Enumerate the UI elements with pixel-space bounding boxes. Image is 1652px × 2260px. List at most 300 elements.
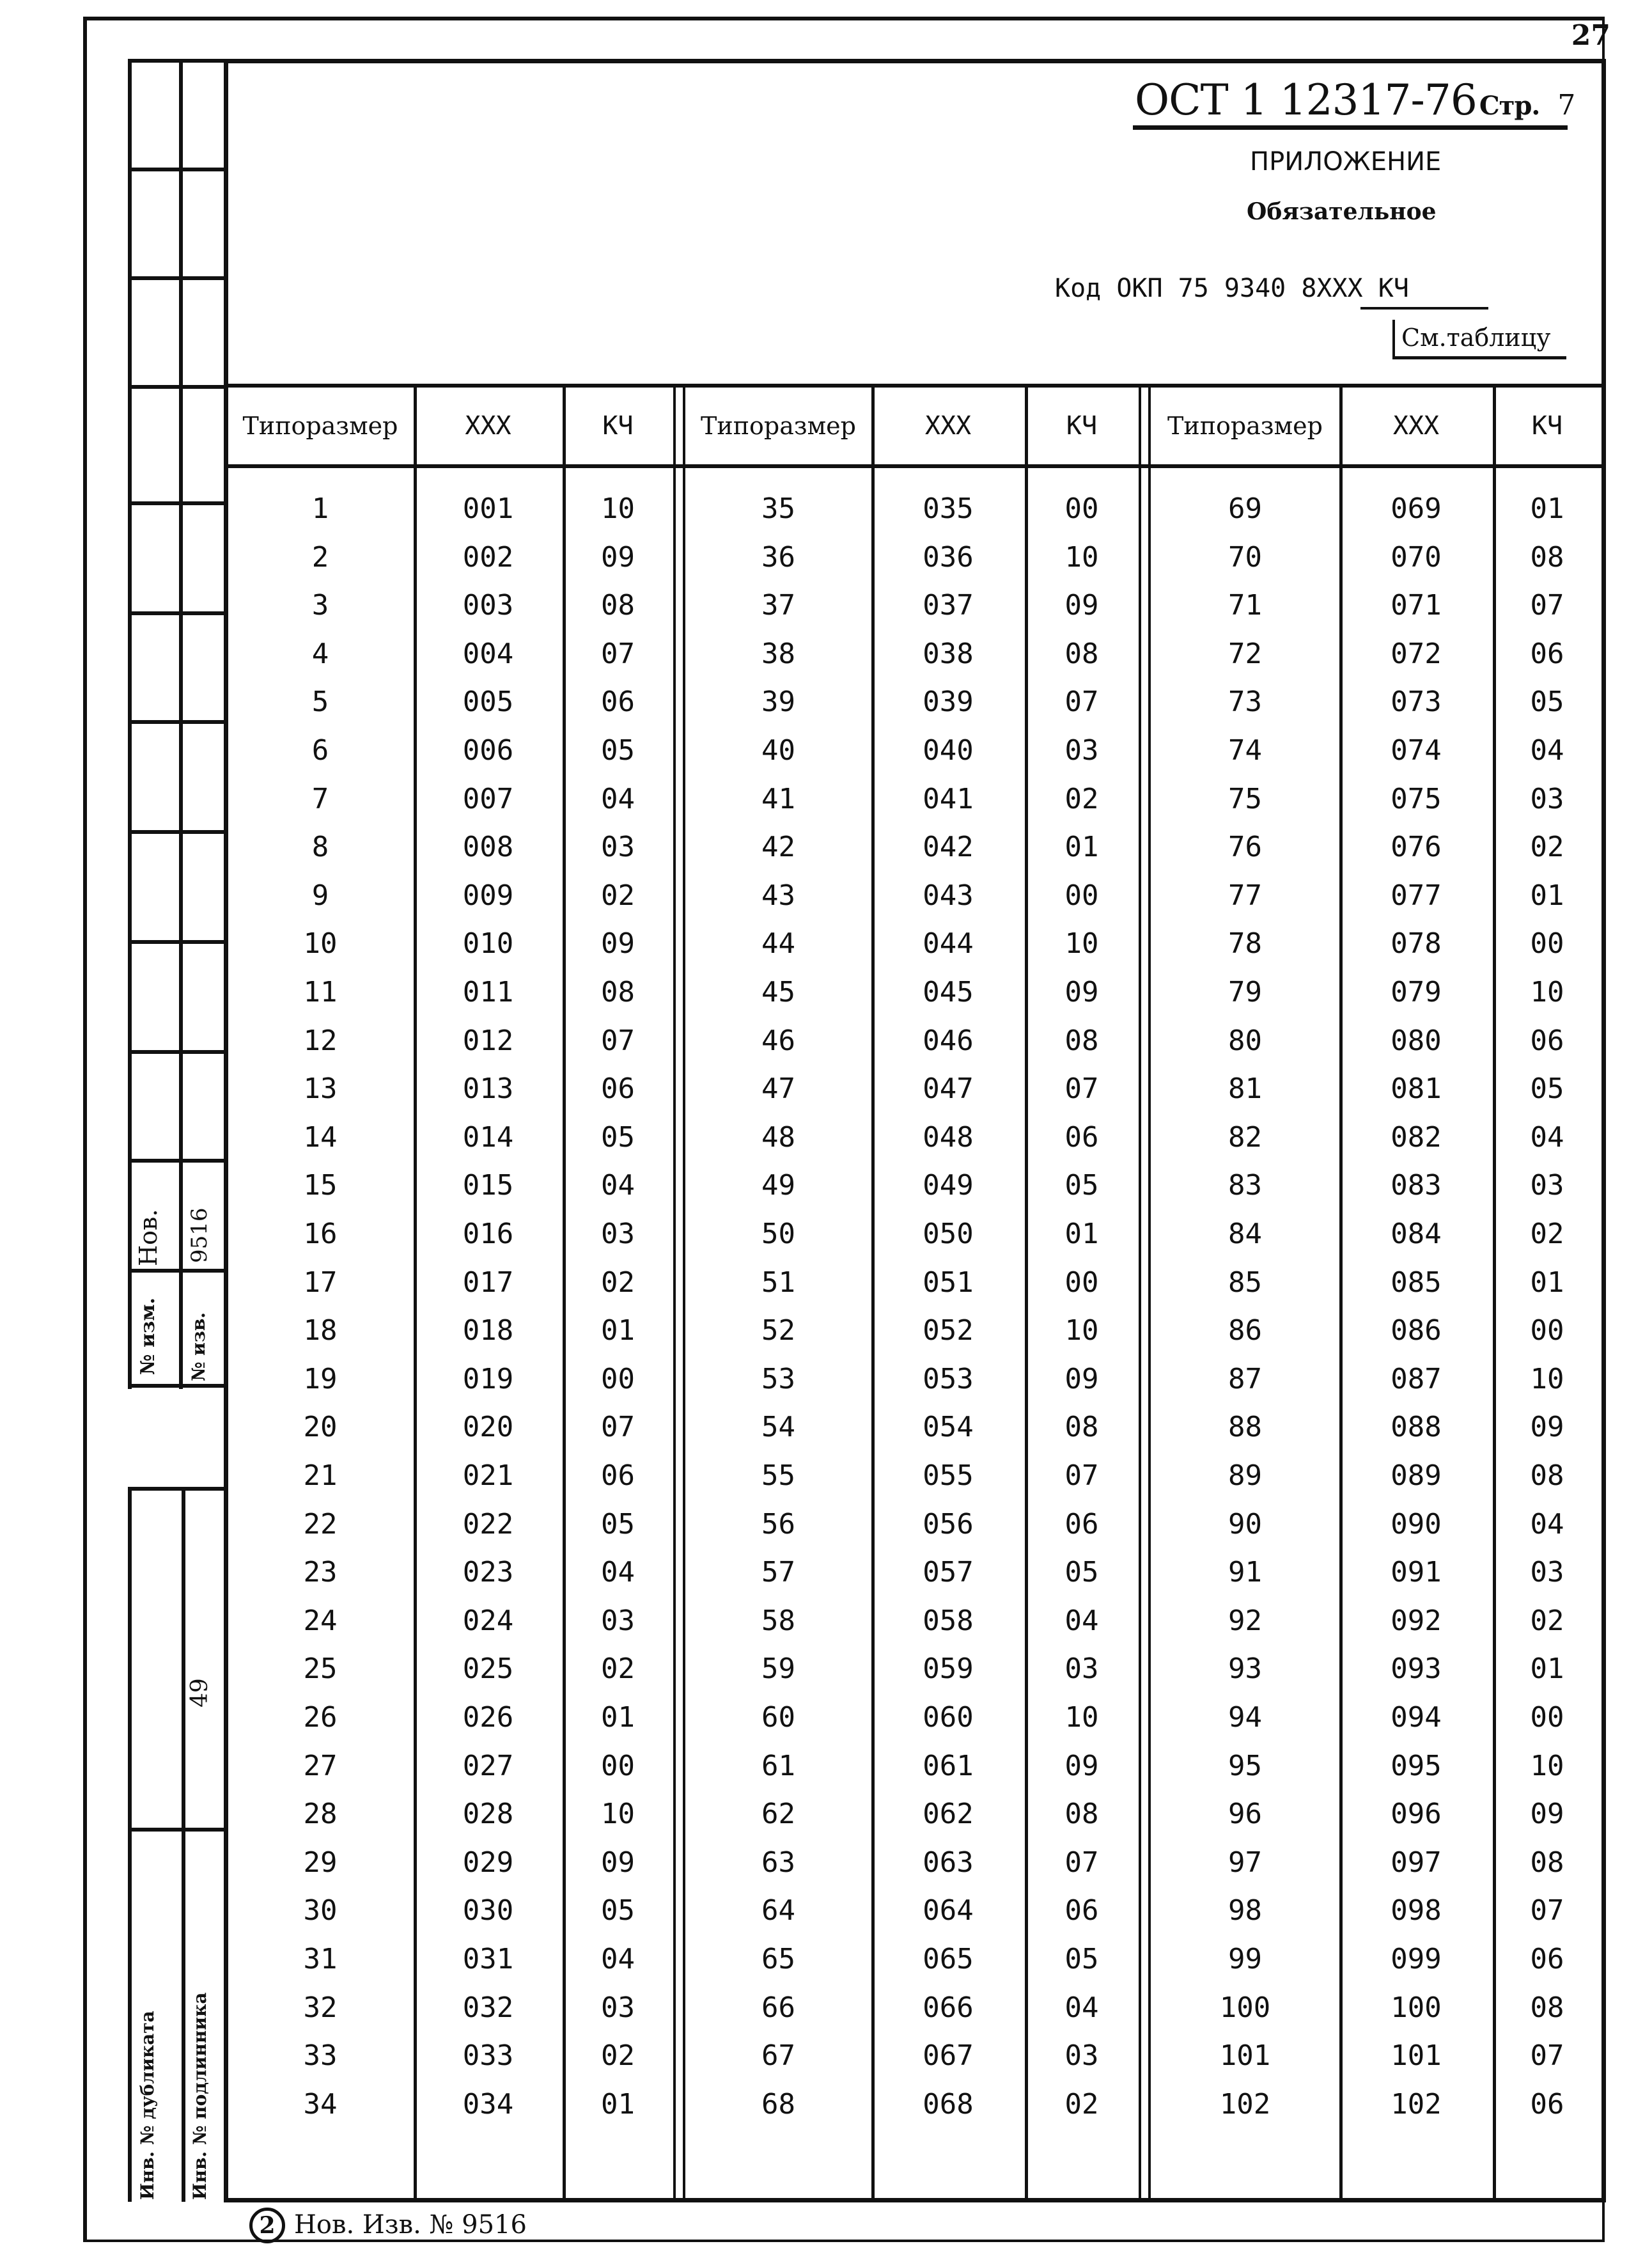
stamp-line xyxy=(128,1487,224,1491)
cell-kch-code: 01 xyxy=(601,1314,635,1347)
cell-size: 51 xyxy=(761,1266,795,1299)
cell-kch-code: 06 xyxy=(601,686,635,719)
cell-kch-code: 00 xyxy=(601,1362,635,1395)
cell-size: 48 xyxy=(761,1120,795,1154)
cell-kch-code: 06 xyxy=(1530,1943,1564,1975)
cell-xxx-code: 024 xyxy=(462,1604,514,1637)
cell-size: 74 xyxy=(1228,734,1262,767)
cell-xxx-code: 092 xyxy=(1391,1604,1442,1637)
cell-kch-code: 09 xyxy=(1064,1362,1099,1395)
cell-size: 49 xyxy=(761,1169,795,1202)
cell-size: 27 xyxy=(303,1749,338,1782)
cell-xxx-code: 028 xyxy=(462,1798,514,1831)
cell-size: 101 xyxy=(1219,2039,1271,2073)
cell-xxx-code: 062 xyxy=(923,1798,974,1831)
cell-size: 19 xyxy=(303,1362,338,1395)
cell-xxx-code: 009 xyxy=(462,879,514,912)
cell-xxx-code: 100 xyxy=(1391,1991,1442,2024)
cell-kch-code: 03 xyxy=(1064,734,1099,767)
cell-size: 12 xyxy=(303,1024,338,1057)
cell-kch-code: 09 xyxy=(601,927,635,961)
cell-size: 89 xyxy=(1228,1459,1262,1492)
stamp-new-label: Нов. xyxy=(134,1209,162,1266)
cell-size: 84 xyxy=(1228,1218,1262,1250)
cell-kch-code: 08 xyxy=(1530,1991,1564,2024)
cell-kch-code: 10 xyxy=(1064,540,1099,574)
cell-kch-code: 04 xyxy=(1530,1507,1564,1541)
cell-xxx-code: 072 xyxy=(1391,637,1442,670)
stamp-line xyxy=(128,59,132,1389)
cell-size: 24 xyxy=(303,1604,338,1637)
cell-xxx-code: 042 xyxy=(923,831,974,864)
cell-size: 9 xyxy=(311,879,329,912)
cell-xxx-code: 082 xyxy=(1391,1120,1442,1154)
cell-xxx-code: 004 xyxy=(462,637,514,670)
cell-xxx-code: 008 xyxy=(462,831,514,864)
stamp-duplicate-inv-label: Инв. № дубликата xyxy=(137,2011,158,2200)
cell-size: 20 xyxy=(303,1411,338,1444)
cell-kch-code: 01 xyxy=(1530,1652,1564,1686)
cell-kch-code: 07 xyxy=(1064,686,1099,719)
cell-size: 3 xyxy=(311,589,329,622)
stamp-line xyxy=(128,940,224,944)
cell-kch-code: 02 xyxy=(1530,1218,1564,1250)
stamp-line xyxy=(128,1487,132,2202)
cell-xxx-code: 054 xyxy=(923,1411,974,1444)
cell-xxx-code: 090 xyxy=(1391,1507,1442,1541)
cell-size: 18 xyxy=(303,1314,338,1347)
cell-xxx-code: 051 xyxy=(923,1266,974,1299)
cell-xxx-code: 070 xyxy=(1391,540,1442,574)
see-table-text: См.таблицу xyxy=(1401,324,1551,352)
cell-size: 62 xyxy=(761,1798,795,1831)
cell-size: 91 xyxy=(1228,1556,1262,1589)
cell-size: 46 xyxy=(761,1024,795,1057)
cell-xxx-code: 064 xyxy=(923,1894,974,1927)
cell-kch-code: 05 xyxy=(1064,1169,1099,1202)
cell-size: 76 xyxy=(1228,831,1262,864)
cell-xxx-code: 013 xyxy=(462,1072,514,1106)
cell-size: 81 xyxy=(1228,1072,1262,1106)
cell-kch-code: 09 xyxy=(1064,1749,1099,1782)
cell-kch-code: 08 xyxy=(1530,1459,1564,1492)
cell-kch-code: 10 xyxy=(1530,1749,1564,1782)
cell-kch-code: 04 xyxy=(601,1169,635,1202)
cell-xxx-code: 065 xyxy=(923,1943,974,1975)
see-table-note xyxy=(1392,320,1566,359)
cell-kch-code: 10 xyxy=(1530,976,1564,1008)
cell-xxx-code: 039 xyxy=(923,686,974,719)
cell-xxx-code: 027 xyxy=(462,1749,514,1782)
cell-xxx-code: 031 xyxy=(462,1943,514,1975)
cell-kch-code: 03 xyxy=(601,1991,635,2024)
cell-size: 26 xyxy=(303,1701,338,1734)
stamp-line xyxy=(128,1828,224,1832)
cell-xxx-code: 097 xyxy=(1391,1846,1442,1879)
cell-xxx-code: 015 xyxy=(462,1169,514,1202)
cell-xxx-code: 021 xyxy=(462,1459,514,1492)
stamp-line xyxy=(128,1050,224,1054)
cell-kch-code: 00 xyxy=(1064,879,1099,912)
cell-kch-code: 09 xyxy=(1064,589,1099,622)
cell-size: 32 xyxy=(303,1991,338,2024)
cell-size: 96 xyxy=(1228,1798,1262,1831)
cell-kch-code: 00 xyxy=(1064,492,1099,525)
cell-kch-code: 10 xyxy=(1530,1362,1564,1395)
footer-note-text: Нов. Изв. № 9516 xyxy=(294,2210,527,2240)
cell-xxx-code: 080 xyxy=(1391,1024,1442,1057)
cell-size: 92 xyxy=(1228,1604,1262,1637)
cell-xxx-code: 061 xyxy=(923,1749,974,1782)
cell-size: 7 xyxy=(311,782,329,815)
cell-kch-code: 07 xyxy=(1530,2039,1564,2073)
page-label: Стр. xyxy=(1479,91,1540,121)
appendix-title: ПРИЛОЖЕНИЕ xyxy=(1250,147,1442,177)
cell-kch-code: 09 xyxy=(1530,1798,1564,1831)
cell-xxx-code: 041 xyxy=(923,782,974,815)
cell-kch-code: 03 xyxy=(1530,1556,1564,1589)
cell-size: 22 xyxy=(303,1507,338,1541)
cell-size: 28 xyxy=(303,1798,338,1831)
cell-size: 53 xyxy=(761,1362,795,1395)
cell-kch-code: 05 xyxy=(1064,1556,1099,1589)
cell-kch-code: 03 xyxy=(1530,782,1564,815)
cell-kch-code: 01 xyxy=(1530,492,1564,525)
cell-xxx-code: 086 xyxy=(1391,1314,1442,1347)
cell-size: 88 xyxy=(1228,1411,1262,1444)
cell-size: 67 xyxy=(761,2039,795,2073)
cell-xxx-code: 101 xyxy=(1391,2039,1442,2073)
cell-kch-code: 10 xyxy=(1064,927,1099,961)
stamp-line xyxy=(128,168,224,171)
cell-xxx-code: 020 xyxy=(462,1411,514,1444)
cell-size: 58 xyxy=(761,1604,795,1637)
cell-size: 50 xyxy=(761,1218,795,1250)
stamp-line xyxy=(128,1384,224,1388)
cell-xxx-code: 099 xyxy=(1391,1943,1442,1975)
stamp-original-inv-label: Инв. № подлинника xyxy=(189,1992,210,2200)
cell-size: 97 xyxy=(1228,1846,1262,1879)
cell-xxx-code: 093 xyxy=(1391,1652,1442,1686)
cell-size: 102 xyxy=(1219,2087,1271,2121)
cell-size: 23 xyxy=(303,1556,338,1589)
cell-size: 78 xyxy=(1228,927,1262,961)
cell-xxx-code: 046 xyxy=(923,1024,974,1057)
cell-size: 43 xyxy=(761,879,795,912)
cell-kch-code: 04 xyxy=(601,782,635,815)
cell-xxx-code: 076 xyxy=(1391,831,1442,864)
cell-size: 44 xyxy=(761,927,795,961)
cell-kch-code: 08 xyxy=(1530,1846,1564,1879)
cell-size: 72 xyxy=(1228,637,1262,670)
cell-size: 93 xyxy=(1228,1652,1262,1686)
cell-xxx-code: 068 xyxy=(923,2087,974,2121)
cell-size: 87 xyxy=(1228,1362,1262,1395)
cell-kch-code: 06 xyxy=(1530,637,1564,670)
cell-xxx-code: 094 xyxy=(1391,1701,1442,1734)
cell-xxx-code: 003 xyxy=(462,589,514,622)
cell-kch-code: 03 xyxy=(1064,1652,1099,1686)
cell-size: 4 xyxy=(311,637,329,670)
cell-xxx-code: 037 xyxy=(923,589,974,622)
cell-kch-code: 01 xyxy=(1530,1266,1564,1299)
cell-size: 90 xyxy=(1228,1507,1262,1541)
cell-kch-code: 07 xyxy=(1530,1894,1564,1927)
cell-kch-code: 05 xyxy=(1530,1072,1564,1106)
cell-kch-code: 02 xyxy=(601,2039,635,2073)
footer-change-note xyxy=(249,2208,527,2243)
cell-size: 83 xyxy=(1228,1169,1262,1202)
cell-kch-code: 09 xyxy=(1064,976,1099,1008)
cell-xxx-code: 033 xyxy=(462,2039,514,2073)
cell-kch-code: 05 xyxy=(601,1120,635,1154)
cell-kch-code: 01 xyxy=(1064,831,1099,864)
cell-kch-code: 06 xyxy=(1530,2087,1564,2121)
column-rule xyxy=(1139,386,1141,2201)
cell-size: 36 xyxy=(761,540,795,574)
cell-kch-code: 01 xyxy=(601,2087,635,2121)
stamp-line xyxy=(128,720,224,724)
okp-code-bracket xyxy=(1360,307,1488,310)
cell-xxx-code: 102 xyxy=(1391,2087,1442,2121)
cell-xxx-code: 044 xyxy=(923,927,974,961)
cell-size: 54 xyxy=(761,1411,795,1444)
cell-size: 73 xyxy=(1228,686,1262,719)
cell-size: 86 xyxy=(1228,1314,1262,1347)
cell-kch-code: 07 xyxy=(601,637,635,670)
standard-header xyxy=(1135,75,1575,125)
cell-xxx-code: 060 xyxy=(923,1701,974,1734)
column-header: КЧ xyxy=(602,411,634,441)
cell-size: 1 xyxy=(311,492,329,525)
cell-kch-code: 05 xyxy=(601,1507,635,1541)
mandatory-label: Обязательное xyxy=(1247,198,1437,225)
cell-xxx-code: 056 xyxy=(923,1507,974,1541)
cell-xxx-code: 063 xyxy=(923,1846,974,1879)
cell-xxx-code: 089 xyxy=(1391,1459,1442,1492)
cell-kch-code: 08 xyxy=(1064,637,1099,670)
cell-kch-code: 03 xyxy=(1064,2039,1099,2073)
cell-size: 70 xyxy=(1228,540,1262,574)
cell-kch-code: 06 xyxy=(1530,1024,1564,1057)
cell-size: 77 xyxy=(1228,879,1262,912)
cell-xxx-code: 007 xyxy=(462,782,514,815)
cell-xxx-code: 032 xyxy=(462,1991,514,2024)
cell-size: 56 xyxy=(761,1507,795,1541)
cell-size: 55 xyxy=(761,1459,795,1492)
cell-kch-code: 00 xyxy=(1530,1314,1564,1347)
cell-kch-code: 01 xyxy=(1064,1218,1099,1250)
cell-size: 65 xyxy=(761,1943,795,1975)
cell-xxx-code: 014 xyxy=(462,1120,514,1154)
cell-xxx-code: 043 xyxy=(923,879,974,912)
cell-size: 17 xyxy=(303,1266,338,1299)
stamp-line xyxy=(128,385,224,389)
stamp-line xyxy=(128,276,224,280)
cell-kch-code: 07 xyxy=(1064,1846,1099,1879)
cell-size: 98 xyxy=(1228,1894,1262,1927)
cell-size: 41 xyxy=(761,782,795,815)
cell-kch-code: 08 xyxy=(601,976,635,1008)
cell-xxx-code: 036 xyxy=(923,540,974,574)
cell-kch-code: 00 xyxy=(1530,1701,1564,1734)
cell-xxx-code: 022 xyxy=(462,1507,514,1541)
cell-kch-code: 08 xyxy=(601,589,635,622)
stamp-line xyxy=(128,59,224,63)
cell-kch-code: 04 xyxy=(1530,1120,1564,1154)
cell-size: 35 xyxy=(761,492,795,525)
cell-xxx-code: 088 xyxy=(1391,1411,1442,1444)
cell-size: 61 xyxy=(761,1749,795,1782)
cell-kch-code: 10 xyxy=(1064,1314,1099,1347)
cell-size: 82 xyxy=(1228,1120,1262,1154)
cell-kch-code: 00 xyxy=(1530,927,1564,961)
cell-kch-code: 02 xyxy=(1064,2087,1099,2121)
cell-xxx-code: 059 xyxy=(923,1652,974,1686)
cell-size: 29 xyxy=(303,1846,338,1879)
stamp-line xyxy=(128,611,224,615)
cell-kch-code: 06 xyxy=(1064,1894,1099,1927)
cell-kch-code: 00 xyxy=(1064,1266,1099,1299)
cell-kch-code: 10 xyxy=(601,492,635,525)
cell-size: 52 xyxy=(761,1314,795,1347)
cell-xxx-code: 085 xyxy=(1391,1266,1442,1299)
cell-xxx-code: 001 xyxy=(462,492,514,525)
cell-size: 63 xyxy=(761,1846,795,1879)
cell-size: 68 xyxy=(761,2087,795,2121)
cell-size: 59 xyxy=(761,1652,795,1686)
cell-kch-code: 08 xyxy=(1530,540,1564,574)
cell-kch-code: 10 xyxy=(1064,1701,1099,1734)
stamp-line xyxy=(128,830,224,834)
cell-kch-code: 02 xyxy=(601,1266,635,1299)
cell-size: 95 xyxy=(1228,1749,1262,1782)
column-header: ХХХ xyxy=(1392,411,1440,441)
column-header: Типоразмер xyxy=(701,412,856,440)
cell-xxx-code: 025 xyxy=(462,1652,514,1686)
cell-size: 60 xyxy=(761,1701,795,1734)
cell-size: 80 xyxy=(1228,1024,1262,1057)
stamp-new-value: 9516 xyxy=(187,1207,212,1263)
cell-kch-code: 08 xyxy=(1064,1798,1099,1831)
cell-xxx-code: 050 xyxy=(923,1218,974,1250)
cell-size: 30 xyxy=(303,1894,338,1927)
stamp-change-label-2: № изв. xyxy=(188,1312,209,1381)
cell-xxx-code: 053 xyxy=(923,1362,974,1395)
header-underline xyxy=(1133,125,1568,130)
cell-xxx-code: 074 xyxy=(1391,734,1442,767)
cell-kch-code: 07 xyxy=(601,1411,635,1444)
cell-size: 40 xyxy=(761,734,795,767)
cell-size: 37 xyxy=(761,589,795,622)
cell-kch-code: 07 xyxy=(601,1024,635,1057)
cell-xxx-code: 047 xyxy=(923,1072,974,1106)
cell-size: 85 xyxy=(1228,1266,1262,1299)
stamp-line xyxy=(128,1269,224,1273)
cell-size: 64 xyxy=(761,1894,795,1927)
cell-kch-code: 06 xyxy=(1064,1120,1099,1154)
cell-kch-code: 04 xyxy=(1064,1991,1099,2024)
cell-kch-code: 03 xyxy=(601,831,635,864)
cell-xxx-code: 057 xyxy=(923,1556,974,1589)
cell-size: 75 xyxy=(1228,782,1262,815)
cell-size: 16 xyxy=(303,1218,338,1250)
cell-kch-code: 03 xyxy=(601,1218,635,1250)
cell-kch-code: 07 xyxy=(1064,1459,1099,1492)
cell-xxx-code: 067 xyxy=(923,2039,974,2073)
cell-size: 57 xyxy=(761,1556,795,1589)
cell-size: 13 xyxy=(303,1072,338,1106)
cell-xxx-code: 035 xyxy=(923,492,974,525)
cell-kch-code: 07 xyxy=(1530,589,1564,622)
cell-xxx-code: 034 xyxy=(462,2087,514,2121)
page-number: 7 xyxy=(1557,89,1575,122)
cell-xxx-code: 006 xyxy=(462,734,514,767)
cell-kch-code: 00 xyxy=(601,1749,635,1782)
cell-kch-code: 01 xyxy=(601,1701,635,1734)
cell-xxx-code: 058 xyxy=(923,1604,974,1637)
change-number-circle: 2 xyxy=(249,2208,285,2243)
cell-xxx-code: 019 xyxy=(462,1362,514,1395)
cell-size: 71 xyxy=(1228,589,1262,622)
cell-xxx-code: 029 xyxy=(462,1846,514,1879)
cell-xxx-code: 011 xyxy=(462,976,514,1008)
cell-kch-code: 09 xyxy=(601,1846,635,1879)
cell-size: 5 xyxy=(311,686,329,719)
stamp-change-label: № изм. xyxy=(137,1298,159,1375)
cell-size: 14 xyxy=(303,1120,338,1154)
cell-kch-code: 06 xyxy=(601,1459,635,1492)
cell-xxx-code: 069 xyxy=(1391,492,1442,525)
cell-xxx-code: 038 xyxy=(923,637,974,670)
cell-kch-code: 08 xyxy=(1064,1024,1099,1057)
cell-size: 66 xyxy=(761,1991,795,2024)
cell-xxx-code: 048 xyxy=(923,1120,974,1154)
cell-kch-code: 02 xyxy=(1530,1604,1564,1637)
column-header: Типоразмер xyxy=(242,412,398,440)
cell-kch-code: 01 xyxy=(1530,879,1564,912)
cell-xxx-code: 071 xyxy=(1391,589,1442,622)
cell-xxx-code: 079 xyxy=(1391,976,1442,1008)
cell-kch-code: 03 xyxy=(1530,1169,1564,1202)
cell-kch-code: 06 xyxy=(1064,1507,1099,1541)
cell-xxx-code: 010 xyxy=(462,927,514,961)
cell-xxx-code: 098 xyxy=(1391,1894,1442,1927)
cell-size: 100 xyxy=(1219,1991,1271,2024)
cell-size: 11 xyxy=(303,976,338,1008)
cell-kch-code: 06 xyxy=(601,1072,635,1106)
cell-kch-code: 09 xyxy=(1530,1411,1564,1444)
cell-xxx-code: 066 xyxy=(923,1991,974,2024)
cell-kch-code: 09 xyxy=(601,540,635,574)
cell-xxx-code: 075 xyxy=(1391,782,1442,815)
cell-kch-code: 04 xyxy=(1064,1604,1099,1637)
stamp-original-inv-value: 49 xyxy=(187,1678,213,1707)
column-header: КЧ xyxy=(1066,411,1098,441)
cell-kch-code: 02 xyxy=(601,1652,635,1686)
column-header: Типоразмер xyxy=(1167,412,1323,440)
cell-size: 25 xyxy=(303,1652,338,1686)
cell-size: 47 xyxy=(761,1072,795,1106)
cell-kch-code: 02 xyxy=(1064,782,1099,815)
cell-size: 33 xyxy=(303,2039,338,2073)
cell-xxx-code: 073 xyxy=(1391,686,1442,719)
cell-size: 21 xyxy=(303,1459,338,1492)
column-header: КЧ xyxy=(1531,411,1563,441)
cell-kch-code: 08 xyxy=(1064,1411,1099,1444)
cell-size: 99 xyxy=(1228,1943,1262,1975)
stamp-line xyxy=(128,501,224,505)
